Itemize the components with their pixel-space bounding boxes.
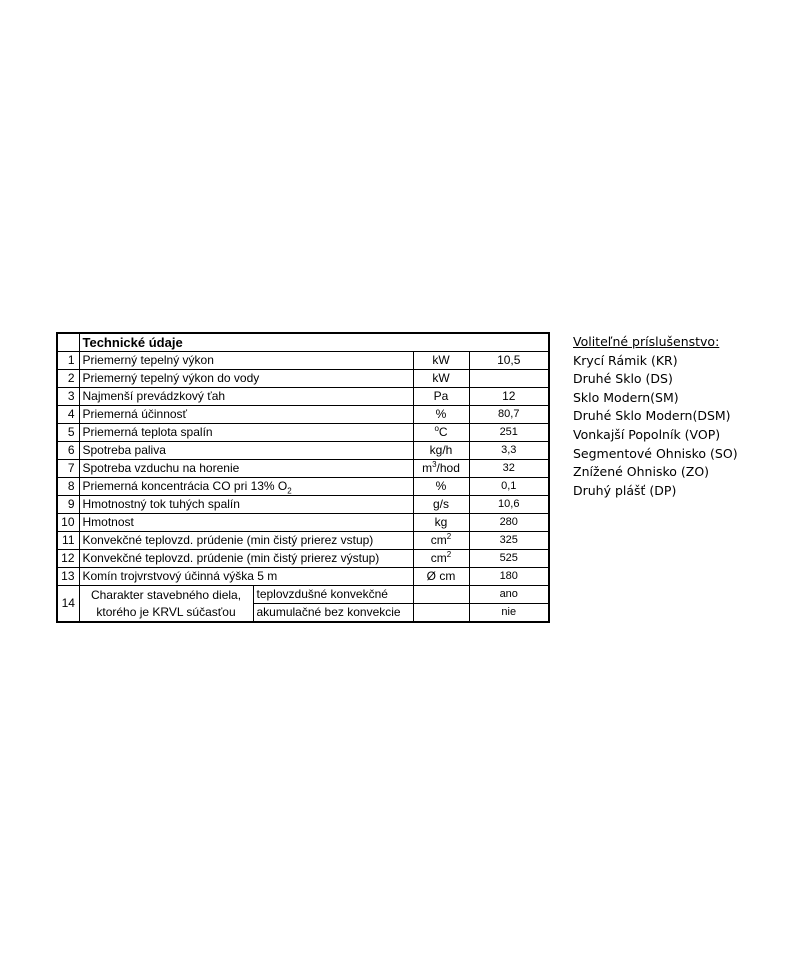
table-row bbox=[57, 352, 549, 370]
table-row-14-a bbox=[57, 586, 549, 604]
character-label-line2: ktorého je KRVL súčasťou bbox=[96, 604, 236, 619]
row-unit: kg/h bbox=[413, 442, 469, 460]
accumulation-type-label: akumulačné bez konvekcie bbox=[253, 604, 413, 623]
row-label: Komín trojvrstvový účinná výška 5 m bbox=[79, 568, 413, 586]
row-label: Priemerná účinnosť bbox=[79, 406, 413, 424]
row-label: Hmotnostný tok tuhých spalín bbox=[79, 496, 413, 514]
row-value: 10,5 bbox=[469, 352, 549, 370]
row-unit: Ø cm bbox=[413, 568, 469, 586]
unit-superscript: 2 bbox=[446, 550, 452, 559]
unit-rest: /hod bbox=[436, 461, 460, 475]
row-value: 0,1 bbox=[469, 478, 549, 496]
unit-superscript: o bbox=[434, 424, 439, 433]
table-row bbox=[57, 550, 549, 568]
label-subscript: 2 bbox=[287, 486, 292, 496]
table-row bbox=[57, 370, 549, 388]
row-value: 32 bbox=[469, 460, 549, 478]
row-number: 6 bbox=[57, 442, 79, 460]
row-unit: % bbox=[413, 406, 469, 424]
accessory-item: Vonkajší Popolník (VOP) bbox=[573, 426, 721, 442]
character-label bbox=[79, 586, 253, 623]
table-row bbox=[57, 442, 549, 460]
table-row bbox=[57, 496, 549, 514]
accumulation-type-value: nie bbox=[469, 604, 549, 623]
row-unit: kW bbox=[413, 370, 469, 388]
row-label: Spotreba vzduchu na horenie bbox=[79, 460, 413, 478]
table-row bbox=[57, 424, 549, 442]
row-label bbox=[79, 478, 413, 496]
row-label: Priemerný tepelný výkon do vody bbox=[79, 370, 413, 388]
row-value: 12 bbox=[469, 388, 549, 406]
row-value: 251 bbox=[469, 424, 549, 442]
label-base: Priemerná koncentrácia CO pri 13% O bbox=[82, 479, 288, 493]
accessory-item: Znížené Ohnisko (ZO) bbox=[573, 464, 710, 480]
accessory-item: Sklo Modern(SM) bbox=[573, 389, 679, 405]
row-unit: % bbox=[413, 478, 469, 496]
row-unit: kW bbox=[413, 352, 469, 370]
row-value: 180 bbox=[469, 568, 549, 586]
row-unit: Pa bbox=[413, 388, 469, 406]
accessory-item: Segmentové Ohnisko (SO) bbox=[573, 445, 738, 461]
row-value: 10,6 bbox=[469, 496, 549, 514]
table-row bbox=[57, 514, 549, 532]
row-number: 1 bbox=[57, 352, 79, 370]
row-number: 3 bbox=[57, 388, 79, 406]
row-value: 325 bbox=[469, 532, 549, 550]
row-number: 8 bbox=[57, 478, 79, 496]
row-unit: g/s bbox=[413, 496, 469, 514]
row-unit: kg bbox=[413, 514, 469, 532]
row-label: Konvekčné teplovzd. prúdenie (min čistý prierez výstup) bbox=[79, 550, 413, 568]
row-number: 7 bbox=[57, 460, 79, 478]
row-unit bbox=[413, 550, 469, 568]
accessory-item: Druhé Sklo (DS) bbox=[573, 371, 673, 387]
row-value: 80,7 bbox=[469, 406, 549, 424]
row-number: 2 bbox=[57, 370, 79, 388]
row-label: Spotreba paliva bbox=[79, 442, 413, 460]
convection-type-label: teplovzdušné konvekčné bbox=[253, 586, 413, 604]
unit-base: cm bbox=[430, 551, 447, 565]
row-number: 11 bbox=[57, 532, 79, 550]
row-number: 4 bbox=[57, 406, 79, 424]
row-number: 14 bbox=[57, 586, 79, 623]
row-number: 5 bbox=[57, 424, 79, 442]
accessory-item: Druhé Sklo Modern(DSM) bbox=[573, 408, 731, 424]
row-value bbox=[469, 370, 549, 388]
row-number: 13 bbox=[57, 568, 79, 586]
row-number: 10 bbox=[57, 514, 79, 532]
row-value: 525 bbox=[469, 550, 549, 568]
row-label: Hmotnost bbox=[79, 514, 413, 532]
unit-base: C bbox=[438, 425, 448, 439]
row-label: Najmenší prevádzkový ťah bbox=[79, 388, 413, 406]
unit-base: cm bbox=[430, 533, 447, 547]
table-row bbox=[57, 460, 549, 478]
row-number: 9 bbox=[57, 496, 79, 514]
table-title: Technické údaje bbox=[79, 333, 549, 352]
unit-base: m bbox=[422, 461, 433, 475]
table-title-row bbox=[57, 333, 549, 352]
row-number: 12 bbox=[57, 550, 79, 568]
accessory-item: Druhý plášť (DP) bbox=[573, 482, 677, 498]
table-row bbox=[57, 568, 549, 586]
technical-data-table bbox=[56, 332, 550, 623]
accessory-item: Krycí Rámik (KR) bbox=[573, 352, 678, 368]
table-row bbox=[57, 406, 549, 424]
row-label: Konvekčné teplovzd. prúdenie (min čistý prierez vstup) bbox=[79, 532, 413, 550]
row-unit bbox=[413, 460, 469, 478]
row-label: Priemerný tepelný výkon bbox=[79, 352, 413, 370]
optional-accessories bbox=[573, 333, 738, 500]
table-row bbox=[57, 388, 549, 406]
unit-superscript: 2 bbox=[446, 532, 452, 541]
row-unit bbox=[413, 532, 469, 550]
table-row bbox=[57, 478, 549, 496]
row-unit bbox=[413, 424, 469, 442]
row-label: Priemerná teplota spalín bbox=[79, 424, 413, 442]
accessories-title: Voliteľné príslušenstvo: bbox=[573, 334, 720, 349]
table-row bbox=[57, 532, 549, 550]
unit-superscript: 3 bbox=[432, 460, 437, 469]
character-label-line1: Charakter stavebného diela, bbox=[90, 587, 242, 602]
convection-type-value: ano bbox=[469, 586, 549, 604]
row-value: 3,3 bbox=[469, 442, 549, 460]
row-value: 280 bbox=[469, 514, 549, 532]
